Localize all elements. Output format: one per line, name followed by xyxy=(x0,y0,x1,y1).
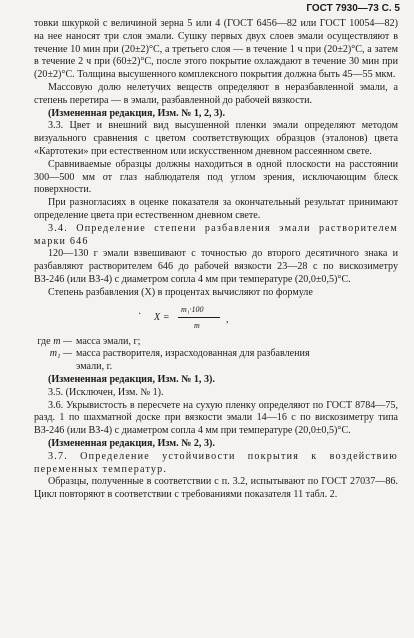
where-label xyxy=(34,336,76,349)
def-term: m — xyxy=(53,335,72,347)
formula-comma: , xyxy=(226,313,229,325)
paragraph-3-3: 3.3. Цвет и внешний вид высушенной пленки эмали определяют методом визуального сравнения с цветом соответствующих образцов (эталонов) цвета «Картотеки» при естественном или искусственном дневном рассеянном свете. xyxy=(34,120,398,157)
paragraph: Сравниваемые образцы должны находиться в одной плоскости на расстоянии 300—500 мм от глаз наблюдателя под углом зрения, исключающим блеск поверхности. xyxy=(34,158,398,196)
def-term xyxy=(34,348,76,361)
dilution-formula xyxy=(34,304,398,332)
formula-numerator: m₁·100 xyxy=(181,304,204,314)
def-description: масса растворителя, израсходованная для разбавления xyxy=(76,348,310,360)
paragraph: Массовую долю нелетучих веществ определяют в неразбавленной эмали, а степень перетира — в эмали, разбавленной до рабочей вязкости. xyxy=(34,81,398,106)
formula-lhs: X = xyxy=(154,311,170,323)
formula-dot: · xyxy=(138,308,142,320)
formula-denominator: m xyxy=(194,320,200,330)
definition-m1 xyxy=(34,348,398,361)
where-word: где xyxy=(37,335,51,347)
fraction-bar xyxy=(178,317,220,318)
paragraph: Степень разбавления (X) в процентах вычисляют по формуле xyxy=(48,286,313,298)
def-continuation: эмали, г. xyxy=(76,361,113,373)
paragraph-3-6: 3.6. Укрывистость в пересчете на сухую пленку определяют по ГОСТ 8784—75, разд. 1 по шахматной доске при вязкости эмали 14—16 с по вискозиметру типа ВЗ-246 (или ВЗ-4) с диаметром сопла 4 мм при температуре (20,0±0,5)°С. xyxy=(34,399,398,437)
section-heading-3-7: 3.7. Определение устойчивости покрытия к воздействию переменных температур. xyxy=(34,450,398,475)
paragraph: При разногласиях в оценке показателя за окончательный результат принимают определение цвета при естественном дневном свете. xyxy=(34,197,398,221)
paragraph-3-5: 3.5. (Исключен, Изм. № 1). xyxy=(48,386,164,398)
paragraph: 120—130 г эмали взвешивают с точностью до второго десятичного знака и разбавляют растворителем 646 до рабочей вязкости 23—28 с по вискозиметру ВЗ-246 (или ВЗ-4) с диаметром сопла 4 мм при температуре (20,0±0,5)°С. xyxy=(34,248,398,285)
def-term-text: m₁ — xyxy=(49,348,72,360)
paragraph: Образцы, полученные в соответствии с п. 3.2, испытывают по ГОСТ 27037—86. Цикл повторяют в соответствии с требованиями показателя 11 табл. 2. xyxy=(34,476,398,501)
edition-note: (Измененная редакция, Изм. № 1, 3). xyxy=(48,373,215,385)
paragraph: товки шкуркой с величиной зерна 5 или 4 (ГОСТ 6456—82 или ГОСТ 10054—82) на нее наносят три слоя эмали. Сушку первых двух слоев эмали осуществляют в течение 10 мин при (20±2)°С, а третьего слоя — в течение 1 ч при (20±2)°С, а затем в течение 2 ч при (60±2)°С, после этого покрытие охлаждают в течение 30 мин при (20±2)°С. Толщина высушенного комплексного покрытия должна быть 45—55 мкм. xyxy=(34,18,398,81)
def-description: масса эмали, г; xyxy=(76,335,141,347)
edition-note: (Измененная редакция, Изм. № 2, 3). xyxy=(48,437,215,449)
page-header: ГОСТ 7930—73 С. 5 xyxy=(306,3,400,14)
document-body xyxy=(34,18,398,502)
edition-note: (Измененная редакция, Изм. № 1, 2, 3). xyxy=(48,107,225,119)
section-heading-3-4: 3.4. Определение степени разбавления эмали растворителем марки 646 xyxy=(34,222,398,247)
definition-m xyxy=(34,336,398,349)
